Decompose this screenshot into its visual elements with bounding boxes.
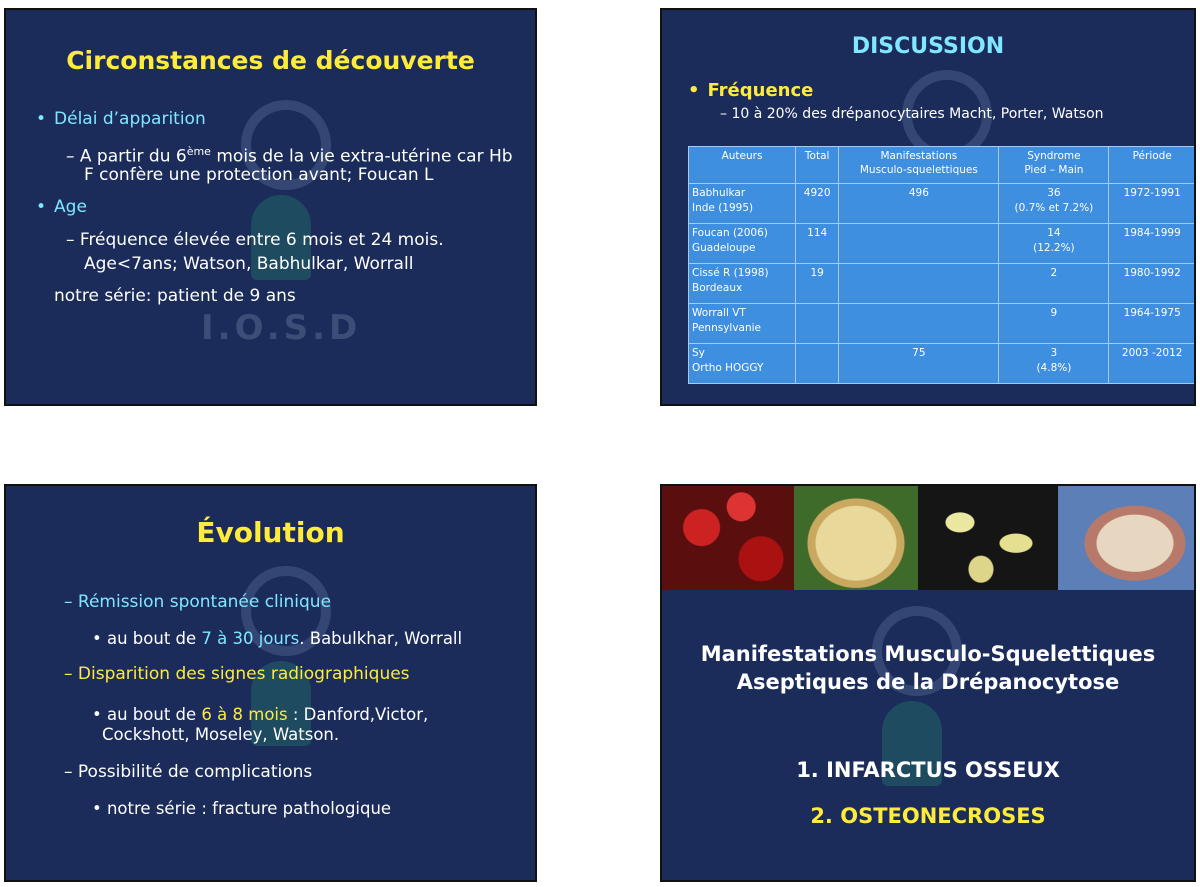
text-notre-serie: notre série: patient de 9 ans (54, 286, 296, 306)
table-header-cell: Auteurs (689, 147, 796, 184)
table-row (689, 264, 1196, 304)
table-row (689, 184, 1196, 224)
table-row (689, 224, 1196, 264)
table-header-cell: Syndrome Pied – Main (999, 147, 1109, 184)
table-cell (796, 304, 839, 344)
table-cell: 2 (999, 264, 1109, 304)
item-remission: – Rémission spontanée clinique (64, 592, 332, 612)
table-cell: Babhulkar Inde (1995) (689, 184, 796, 224)
table-cell: Cissé R (1998) Bordeaux (689, 264, 796, 304)
sickled-cells-image (918, 486, 1058, 590)
table-cell (839, 224, 999, 264)
studies-table (688, 146, 1196, 384)
table-cell: 4920 (796, 184, 839, 224)
table-cell: 3 (4.8%) (999, 344, 1109, 384)
table-cell (796, 344, 839, 384)
table-cell: 9 (999, 304, 1109, 344)
table-cell: 19 (796, 264, 839, 304)
table-header-cell: Total (796, 147, 839, 184)
item-complications: – Possibilité de complications (64, 762, 313, 782)
table-cell (839, 304, 999, 344)
table-row (689, 344, 1196, 384)
table-header-cell: Manifestations Musculo-squelettiques (839, 147, 999, 184)
sickle-cells-image (662, 486, 794, 590)
text-delai-line1: – A partir du 6ème mois de la vie extra-utérine car Hb (66, 145, 513, 167)
table-header-row (689, 147, 1196, 184)
text-complications-detail: • notre série : fracture pathologique (92, 799, 392, 818)
slide-evolution (4, 484, 537, 882)
item-disparition: – Disparition des signes radiographiques (64, 664, 410, 684)
slide-title: Circonstances de découverte (66, 46, 475, 75)
slide-title: Manifestations Musculo-Squelettiques Aseptiques de la Drépanocytose (700, 642, 1156, 694)
text-frequence-detail: – 10 à 20% des drépanocytaires Macht, Porter, Watson (720, 106, 1104, 122)
slide-manifestations (660, 484, 1196, 882)
table-cell: 1972-1991 (1109, 184, 1196, 224)
bullet-age: • Age (36, 197, 87, 217)
text-delai-line2: F confère une protection avant; Foucan L (84, 165, 434, 185)
text-disparition-detail-line1: • au bout de 6 à 8 mois : Danford,Victor, (92, 705, 429, 724)
watermark-text: I.O.S.D (201, 308, 362, 348)
table-row (689, 304, 1196, 344)
table-cell: 1984-1999 (1109, 224, 1196, 264)
table-cell: Foucan (2006) Guadeloupe (689, 224, 796, 264)
table-cell: 75 (839, 344, 999, 384)
table-cell (839, 264, 999, 304)
text-age-line2: Age<7ans; Watson, Babhulkar, Worrall (84, 254, 414, 274)
item-osteonecroses: 2. OSTEONECROSES (810, 804, 1046, 828)
femoral-head-image (1058, 486, 1196, 590)
item-infarctus: 1. INFARCTUS OSSEUX (796, 758, 1060, 782)
table-cell: 2003 -2012 (1109, 344, 1196, 384)
table-cell: 1964-1975 (1109, 304, 1196, 344)
table-cell: 14 (12.2%) (999, 224, 1109, 264)
table-cell: 1980-1992 (1109, 264, 1196, 304)
text-disparition-detail-line2: Cockshott, Moseley, Watson. (102, 725, 340, 744)
slide-title: Évolution (196, 516, 345, 549)
slide-title: DISCUSSION (851, 34, 1005, 59)
slide-discussion (660, 8, 1196, 406)
table-cell: Sy Ortho HOGGY (689, 344, 796, 384)
text-age-line1: – Fréquence élevée entre 6 mois et 24 mois. (66, 230, 444, 250)
bullet-delai: • Délai d’apparition (36, 109, 206, 129)
table-cell: Worrall VT Pennsylvanie (689, 304, 796, 344)
table-header-cell: Période (1109, 147, 1196, 184)
bullet-frequence: • Fréquence (688, 80, 814, 101)
table-cell: 496 (839, 184, 999, 224)
text-remission-detail: • au bout de 7 à 30 jours. Babulkhar, Worrall (92, 629, 463, 648)
table-cell: 114 (796, 224, 839, 264)
table-cell: 36 (0.7% et 7.2%) (999, 184, 1109, 224)
slide-circonstances (4, 8, 537, 406)
bone-section-image (794, 486, 918, 590)
